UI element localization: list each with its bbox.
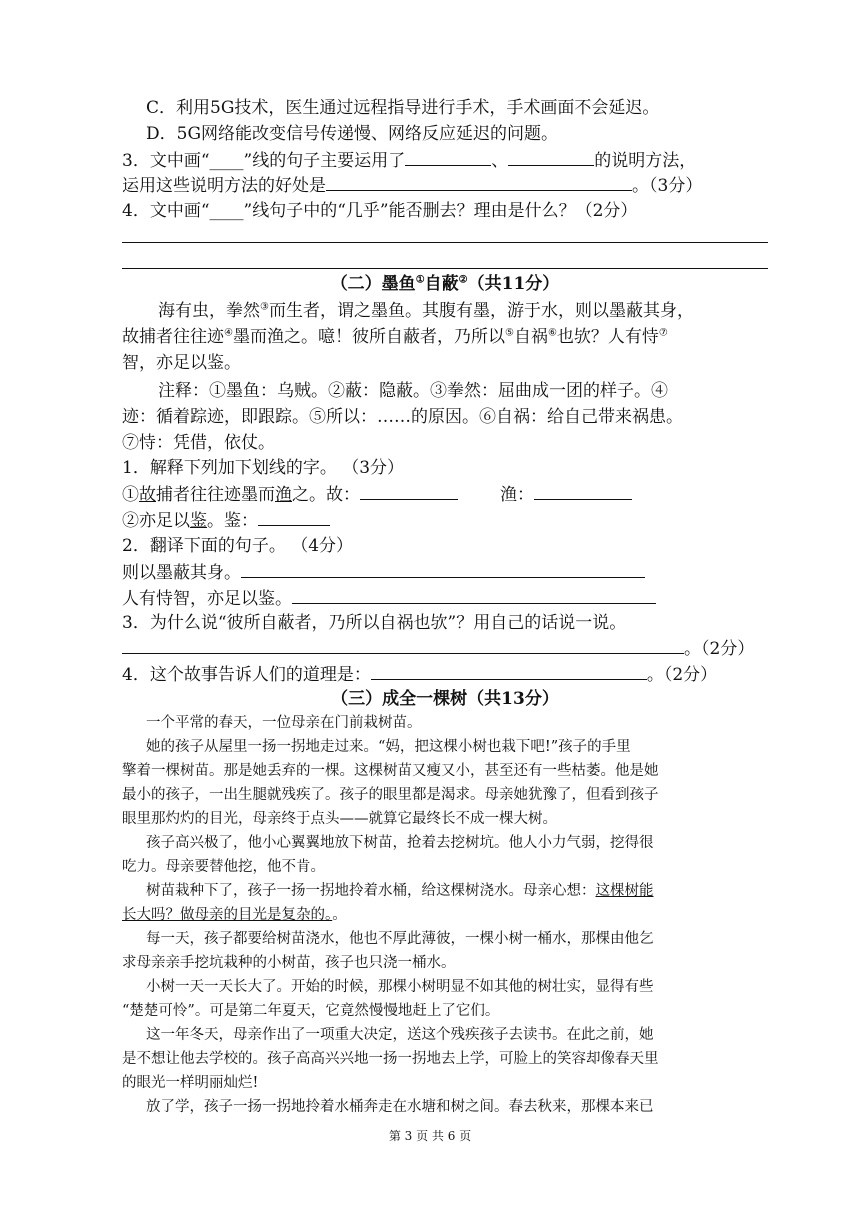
- answer-blank[interactable]: [326, 174, 632, 191]
- story-line: 这一年冬天，母亲作出了一项重大决定，送这个残疾孩子去读书。在此之前，她: [146, 1027, 654, 1043]
- answer-line[interactable]: [122, 242, 768, 243]
- story-line: 每一天，孩子都要给树苗浇水，他也不厚此薄彼，一棵小树一桶水，那棵由他乞: [146, 931, 654, 947]
- question-3-cont: 运用这些说明方法的好处是 。（3分）: [122, 176, 703, 196]
- story-line: 是不想让他去学校的。孩子高高兴兴地一扬一拐地去上学，可脸上的笑容却像春天里: [122, 1051, 659, 1067]
- question-3: 3．文中画“____”线的句子主要运用了 、 的说明方法，: [122, 151, 697, 171]
- notes-line: 注释：①墨鱼：乌贼。②蔽：隐蔽。③拳然：屈曲成一团的样子。④: [158, 381, 668, 401]
- s2-question-1b: ②亦足以鉴。鉴：: [122, 509, 330, 532]
- story-line: 长大吗？做母亲的目光是复杂的。。: [122, 907, 347, 923]
- option-c: C．利用5G技术，医生通过远程指导进行手术，手术画面不会延迟。: [146, 98, 660, 118]
- story-line: 她的孩子从屋里一扬一拐地走过来。“妈，把这棵小树也栽下吧!”孩子的手里: [146, 739, 631, 755]
- s2-question-4: 4．这个故事告诉人们的道理是： 。（2分）: [122, 665, 718, 685]
- option-d: D．5G网络能改变信号传递慢、网络反应延迟的问题。: [146, 124, 559, 144]
- story-line: 吃力。母亲要替他挖，他不肯。: [122, 859, 325, 875]
- story-line: 放了学，孩子一扬一拐地拎着水桶奔走在水塘和树之间。春去秋来，那棵本来已: [146, 1099, 654, 1115]
- s2-question-1a: ①故捕者往往迹墨而渔之。故： 渔：: [122, 483, 632, 506]
- story-line: “楚楚可怜”。可是第二年夏天，它竟然慢慢地赶上了它们。: [122, 1003, 500, 1019]
- answer-blank[interactable]: [241, 561, 645, 578]
- answer-blank[interactable]: [508, 149, 594, 166]
- answer-line[interactable]: [122, 268, 768, 269]
- passage-line: 智，亦足以鉴。: [122, 353, 241, 373]
- notes-line: 迹：循着踪迹，即跟踪。⑤所以：……的原因。⑥自祸：给自己带来祸患。: [122, 407, 683, 427]
- s2-question-1: 1．解释下列加下划线的字。 （3分）: [122, 458, 405, 478]
- s2-question-2: 2．翻译下面的句子。 （4分）: [122, 536, 354, 556]
- passage-line: 海有虫，拳然③而生者，谓之墨鱼。其腹有墨，游于水，则以墨蔽其身，: [158, 301, 694, 321]
- answer-blank[interactable]: [405, 149, 491, 166]
- answer-blank[interactable]: [292, 587, 656, 604]
- story-line: 树苗栽种下了，孩子一扬一拐地拎着水桶，给这棵树浇水。母亲心想：这棵树能: [146, 883, 654, 899]
- passage-line: 故捕者往往迹④墨而渔之。噫！彼所自蔽者，乃所以⑤自祸⑥也欤？人有恃⑦: [122, 327, 668, 347]
- story-line: 求母亲亲手挖坑栽种的小树苗，孩子也只浇一桶水。: [122, 955, 456, 971]
- story-line: 孩子高兴极了，他小心翼翼地放下树苗，抢着去挖树坑。他人小力气弱，挖得很: [146, 835, 654, 851]
- story-line: 眼里那灼灼的目光，母亲终于点头——就算它最终长不成一棵大树。: [122, 811, 557, 827]
- answer-blank[interactable]: [122, 637, 684, 654]
- s2-question-2a: 则以墨蔽其身。: [122, 561, 645, 584]
- story-line: 最小的孩子，一出生腿就残疾了。孩子的眼里都是渴求。母亲她犹豫了，但看到孩子: [122, 787, 659, 803]
- story-line: 的眼光一样明丽灿烂!: [122, 1075, 259, 1091]
- story-line: 一个平常的春天，一位母亲在门前栽树苗。: [146, 715, 422, 731]
- s2-question-3: 3．为什么说“彼所自蔽者，乃所以自祸也欤”？用自己的话说一说。: [122, 613, 627, 633]
- answer-blank[interactable]: [371, 663, 647, 680]
- page-footer: 第 3 页 共 6 页: [388, 1129, 472, 1143]
- story-line: 擎着一棵树苗。那是她丢弃的一棵。这棵树苗又瘦又小，甚至还有一些枯萎。他是她: [122, 763, 659, 779]
- notes-line: ⑦恃：凭借，依仗。: [122, 433, 275, 453]
- question-4: 4．文中画“____”线句子中的“几乎”能否删去？理由是什么？（2分）: [122, 201, 638, 221]
- answer-blank[interactable]: [534, 483, 632, 500]
- answer-blank[interactable]: [360, 483, 458, 500]
- story-line: 小树一天一天长大了。开始的时候，那棵小树明显不如其他的树壮实，显得有些: [146, 979, 654, 995]
- s2-question-2b: 人有恃智，亦足以鉴。: [122, 587, 656, 610]
- section-2-title: （二）墨鱼①自蔽②（共11分）: [330, 274, 560, 294]
- section-3-title: （三）成全一棵树（共13分）: [331, 689, 559, 709]
- s2-question-3-answer: 。（2分）: [122, 637, 754, 660]
- answer-blank[interactable]: [258, 509, 330, 526]
